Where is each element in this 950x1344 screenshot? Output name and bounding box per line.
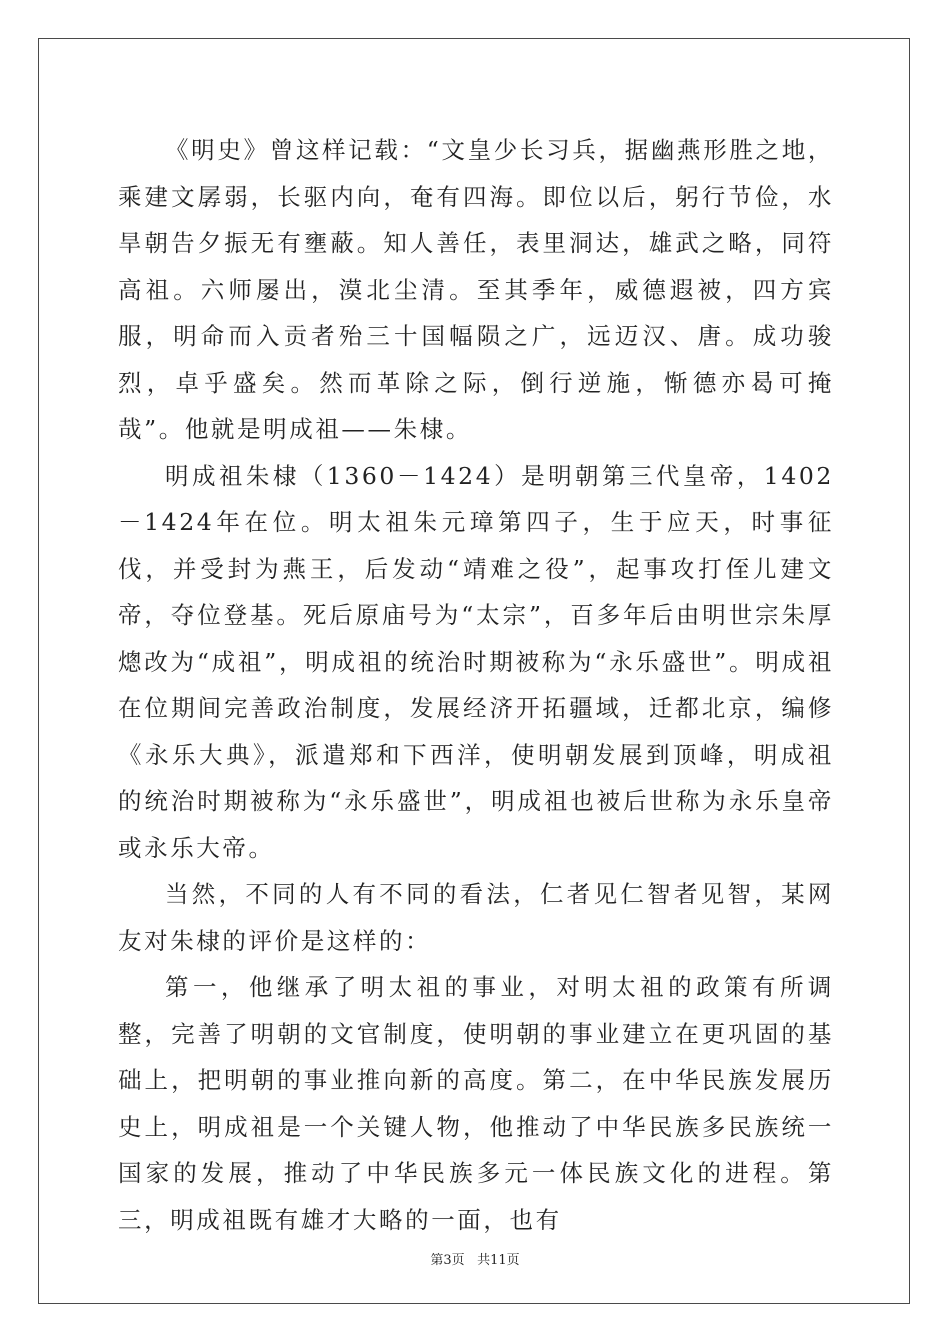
page-footer (0, 1249, 950, 1268)
paragraph-evaluation: 第一，他继承了明太祖的事业，对明太祖的政策有所调整，完善了明朝的文官制度，使明朝的事业建立在更巩固的基础上，把明朝的事业推向新的高度。第二，在中华民族发展历史上，明成祖是一个关键人物，他推动了中华民族多民族统一国家的发展，推动了中华民族多元一体民族文化的进程。第三，明成祖既有雄才大略的一面，也有 (118, 973, 834, 1234)
page-total: 共11页 (477, 1253, 520, 1268)
paragraph-biography: 明成祖朱棣（1360－1424）是明朝第三代皇帝，1402－1424年在位。明太祖朱元璋第四子，生于应天，时事征伐，并受封为燕王，后发动“靖难之役”，起事攻打侄儿建文帝，夺位登基。死后原庙号为“太宗”，百多年后由明世宗朱厚熜改为“成祖”，明成祖的统治时期被称为“永乐盛世”。明成祖在位期间完善政治制度，发展经济开拓疆域，迁都北京，编修《永乐大典》，派遣郑和下西洋，使明朝发展到顶峰，明成祖的统治时期被称为“永乐盛世”，明成祖也被后世称为永乐皇帝或永乐大帝。 (118, 461, 834, 862)
document-body (118, 127, 834, 1243)
paragraph-mingshi-quote: 《明史》曾这样记载：“文皇少长习兵，据幽燕形胜之地，乘建文孱弱，长驱内向，奄有四海。即位以后，躬行节俭，水旱朝告夕振无有壅蔽。知人善任，表里洞达，雄武之略，同符高祖。六师屡出，漠北尘清。至其季年，威德遐被，四方宾服，明命而入贡者殆三十国幅陨之广，远迈汉、唐。成功骏烈，卓乎盛矣。然而革除之际，倒行逆施，惭德亦曷可掩哉”。他就是明成祖——朱棣。 (118, 136, 834, 443)
page-number: 第3页 (430, 1253, 465, 1268)
paragraph-opinions: 当然，不同的人有不同的看法，仁者见仁智者见智，某网友对朱棣的评价是这样的： (118, 880, 834, 955)
